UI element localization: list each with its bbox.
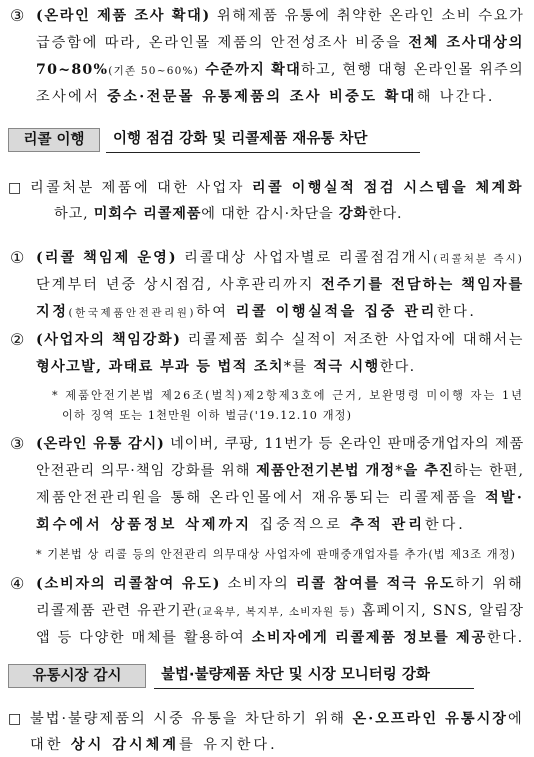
text: 안전관리 의무·책임 강화를 위해 — [36, 463, 257, 479]
text: 한다. — [436, 304, 476, 320]
text: * — [395, 463, 404, 479]
text: 한다. — [379, 359, 416, 375]
checkbox-bullet: □ — [8, 711, 22, 727]
checkbox-bullet: □ — [8, 180, 22, 196]
small-text: (한국제품안전관리원) — [68, 307, 197, 319]
bold-text: 적발· — [484, 490, 524, 506]
bold-text: 리콜 참여를 적극 유도 — [295, 576, 456, 592]
bold-text: 을 추진 — [403, 463, 454, 479]
paragraph-line — [30, 709, 524, 729]
section-title-recall: 이행 점검 강화 및 리콜제품 재유통 차단 — [113, 131, 368, 147]
bold-text: 70~80% — [36, 62, 109, 78]
text: 리콜처분 제품에 대한 사업자 — [30, 180, 252, 196]
item-number-3b: ③ — [10, 434, 25, 453]
bold-text: 리콜 이행실적 점검 시스템을 체계화 — [251, 180, 524, 196]
bold-text: 중소·전문몰 유통제품의 조사 비중도 확대 — [107, 89, 417, 105]
bold-text: 전주기를 전담하는 책임자를 — [321, 277, 524, 293]
footnote-line: * 기본법 상 리콜 등의 안전관리 의무대상 사업자에 판매중개업자를 추가(법 제3조 개정) — [36, 548, 516, 561]
paragraph-line — [36, 275, 524, 295]
bold-text: (소비자의 리콜참여 유도) — [36, 576, 222, 592]
text: 단계부터 년중 상시점검, 사후관리까지 — [36, 277, 322, 293]
text: 에 대한 감시·차단을 — [201, 206, 339, 222]
text: 하여 — [196, 304, 236, 320]
bold-text: 소비자에게 리콜제품 정보를 제공 — [251, 630, 487, 646]
text: 집중적으로 — [251, 517, 351, 533]
paragraph-line — [36, 60, 524, 81]
text: 앱 등 다양한 매체를 활용하여 — [36, 630, 252, 646]
bold-text: 지정 — [36, 304, 69, 320]
item-number-2: ② — [10, 330, 25, 349]
text: 홈페이지, SNS, 알림장 — [355, 603, 524, 619]
text: 소비자의 — [221, 576, 296, 592]
small-text: (기존 50~60%) — [108, 65, 200, 77]
bold-text: (온라인 제품 조사 확대) — [36, 8, 211, 24]
text: 조사에서 — [36, 89, 108, 105]
paragraph-line — [36, 330, 524, 350]
paragraph-line — [36, 6, 524, 26]
text: 급증함에 따라, 온라인몰 제품의 안전성조사 비중을 — [36, 35, 409, 51]
text: 하기 위해 — [455, 576, 524, 592]
bold-text: 리콜 이행실적을 집중 관리 — [235, 304, 437, 320]
text: 하고, 현행 대형 온라인몰 위주의 — [301, 62, 524, 78]
bold-text: 강화 — [338, 206, 368, 222]
paragraph-line — [36, 515, 466, 535]
section-underline — [154, 688, 474, 689]
text: 한다. — [486, 630, 524, 646]
item-number-3: ③ — [10, 6, 25, 25]
text: 네이버, 쿠팡, 11번가 등 온라인 판매중개업자의 제품 — [164, 436, 524, 452]
text: 하고, — [54, 206, 94, 222]
text: 리콜대상 사업자별로 리콜점검개시 — [177, 250, 434, 266]
bold-text: 제품안전기본법 개정 — [256, 463, 396, 479]
bold-text: 전체 조사대상의 — [408, 35, 524, 51]
item-number-4: ④ — [10, 574, 25, 593]
text: 리콜제품 회수 실적이 저조한 사업자에 대해서는 — [181, 332, 524, 348]
paragraph-line — [30, 735, 280, 755]
section-title-market: 불법·불량제품 차단 및 시장 모니터링 강화 — [161, 667, 430, 683]
text: 대한 — [30, 737, 71, 753]
text: 리콜제품 관련 유관기관 — [36, 603, 197, 619]
paragraph-line — [36, 434, 524, 454]
text: * — [283, 359, 293, 375]
paragraph-line — [36, 302, 476, 323]
item-number-1: ① — [10, 248, 25, 267]
paragraph-line — [36, 574, 524, 594]
paragraph-line — [36, 248, 524, 269]
text: 위해제품 유통에 취약한 온라인 소비 수요가 — [210, 8, 524, 24]
paragraph-line — [36, 87, 495, 107]
paragraph-line — [36, 33, 524, 53]
text: 한다. — [367, 206, 402, 222]
text: 에 — [508, 711, 524, 727]
paragraph-line — [54, 204, 402, 224]
text: 한다. — [424, 517, 466, 533]
bold-text: (온라인 유통 감시) — [36, 436, 165, 452]
bold-text: 수준까지 확대 — [199, 62, 302, 78]
section-underline — [106, 152, 420, 153]
small-text: (리콜처분 즉시) — [433, 253, 524, 265]
section-tag-market: 유통시장 감시 — [8, 664, 146, 688]
text: 를 유지한다. — [179, 737, 278, 753]
text: 제품안전관리원을 통해 온라인몰에서 재유통되는 리콜제품을 — [36, 490, 485, 506]
small-text: (교육부, 복지부, 소비자원 등) — [196, 606, 356, 618]
bold-text: 형사고발, 과태료 부과 등 법적 조치 — [36, 359, 284, 375]
paragraph-line — [36, 488, 524, 508]
paragraph-line — [36, 357, 416, 377]
bold-text: 미회수 리콜제품 — [93, 206, 202, 222]
paragraph-line — [36, 628, 524, 648]
paragraph-line — [30, 178, 524, 198]
paragraph-line — [36, 601, 524, 622]
bold-text: (리콜 책임제 운영) — [36, 250, 178, 266]
bold-text: 회수에서 상품정보 삭제까지 — [36, 517, 252, 533]
text: 를 — [292, 359, 314, 375]
footnote-line: * 제품안전기본법 제26조(벌칙)제2항제3호에 근거, 보완명령 미이행 자는 1년 — [52, 389, 524, 402]
text: 해 나간다. — [416, 89, 495, 105]
text: 불법·불량제품의 시중 유통을 차단하기 위해 — [30, 711, 353, 727]
footnote-line: 이하 징역 또는 1천만원 이하 벌금('19.12.10 개정) — [62, 409, 352, 422]
text: 하는 한편, — [453, 463, 524, 479]
paragraph-line — [36, 461, 524, 481]
bold-text: (사업자의 책임강화) — [36, 332, 182, 348]
bold-text: 상시 감시체계 — [70, 737, 180, 753]
bold-text: 적극 시행 — [313, 359, 380, 375]
bold-text: 추적 관리 — [350, 517, 425, 533]
section-tag-recall: 리콜 이행 — [8, 128, 100, 152]
bold-text: 온·오프라인 유통시장 — [352, 711, 509, 727]
